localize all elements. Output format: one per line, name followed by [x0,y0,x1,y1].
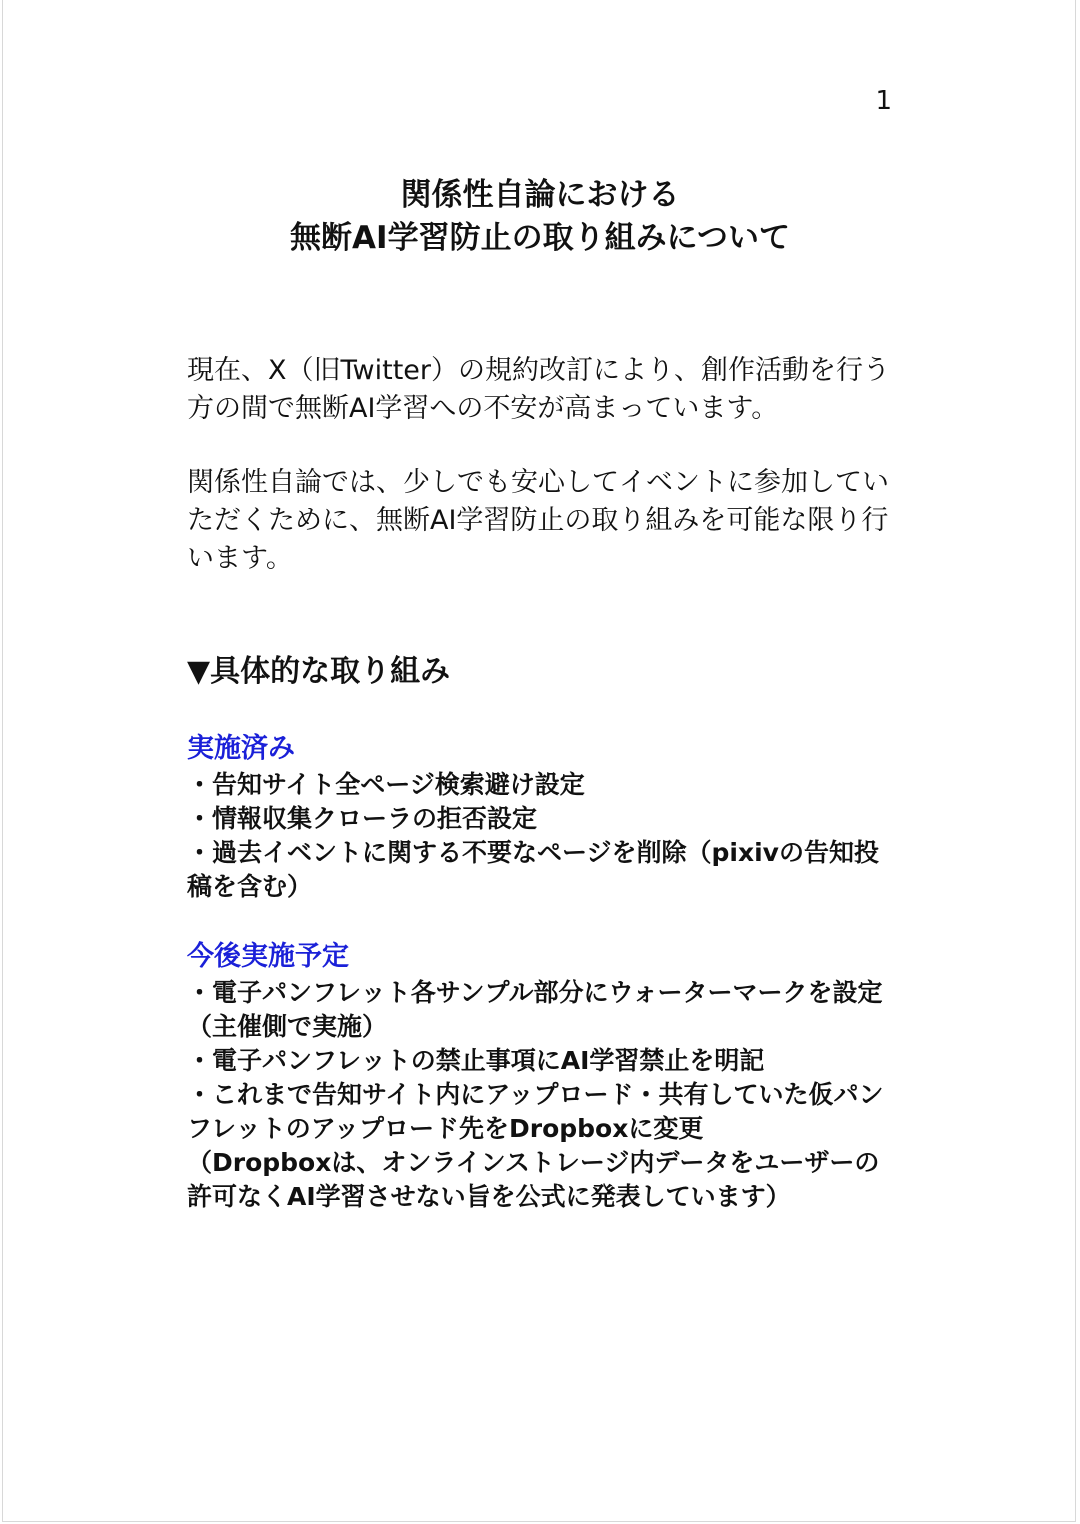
section-heading: ▼具体的な取り組み [187,654,451,689]
page-number: 1 [875,86,892,116]
title-line-1: 関係性自論における [400,177,680,213]
list-item: ・情報収集クローラの拒否設定 [187,804,538,833]
list-item: ・電子パンフレットの禁止事項にAI学習禁止を明記 [187,1046,765,1075]
intro-paragraph-1: 現在、X（旧Twitter）の規約改訂により、創作活動を行う方の間で無断AI学習への不安が高まっています。 [187,355,890,424]
implemented-subheading: 実施済み [187,733,295,764]
list-item: ・告知サイト全ページ検索避け設定 [187,770,585,799]
list-item: （Dropboxは、オンラインストレージ内データをユーザーの許可なくAI学習させない旨を公式に発表しています） [187,1148,880,1211]
implemented-list [187,768,897,904]
document-title [0,174,1080,260]
intro-paragraph-2: 関係性自論では、少しでも安心してイベントに参加していただくために、無断AI学習防止の取り組みを可能な限り行います。 [187,467,889,574]
list-item: ・電子パンフレット各サンプル部分にウォーターマークを設定（主催側で実施） [187,978,883,1041]
list-item: ・これまで告知サイト内にアップロード・共有していた仮パンフレットのアップロード先をDropboxに変更 [187,1080,884,1143]
planned-subheading: 今後実施予定 [187,941,349,972]
list-item: ・過去イベントに関する不要なページを削除（pixivの告知投稿を含む） [187,838,879,901]
title-line-2: 無断AI学習防止の取り組みについて [290,220,790,256]
planned-list [187,976,897,1214]
